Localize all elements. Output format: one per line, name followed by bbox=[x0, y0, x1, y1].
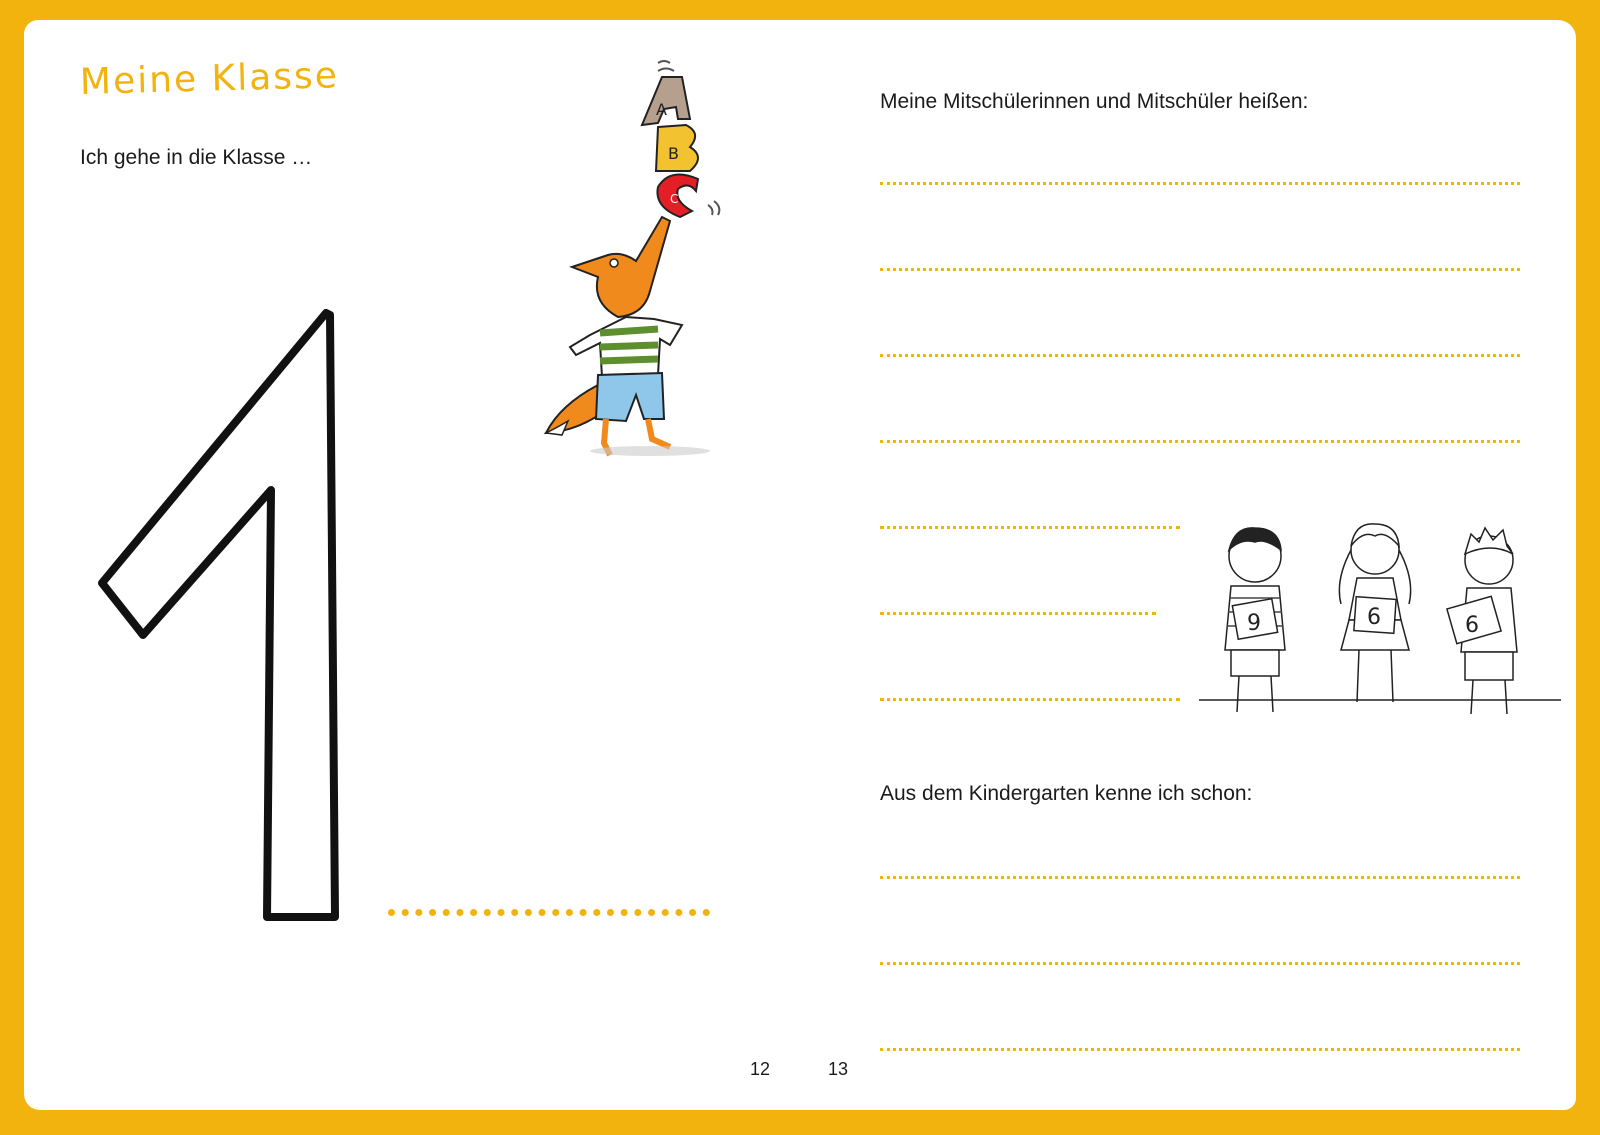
classmates-prompt: Meine Mitschülerinnen und Mitschüler heißen: bbox=[880, 90, 1309, 113]
letter-a: A bbox=[656, 100, 667, 119]
classmates-line-2[interactable] bbox=[880, 268, 1520, 271]
fox-balancing-letters-illustration bbox=[540, 55, 740, 475]
classmates-line-4[interactable] bbox=[880, 440, 1520, 443]
classmates-line-6[interactable] bbox=[880, 612, 1156, 615]
child-boy-spiky-hair bbox=[1447, 528, 1517, 714]
classmates-line-5[interactable] bbox=[880, 526, 1180, 529]
letter-c: C bbox=[670, 192, 679, 206]
kindergarten-line-3[interactable] bbox=[880, 1048, 1520, 1051]
number-card-1: 9 bbox=[1247, 611, 1261, 636]
letter-b: B bbox=[668, 144, 679, 163]
page-number-right: 13 bbox=[828, 1059, 849, 1079]
child-boy-striped-shirt bbox=[1225, 528, 1285, 712]
page-title: Meine Klasse bbox=[79, 55, 340, 103]
page-number-left: 12 bbox=[750, 1059, 771, 1079]
letter-b-icon bbox=[656, 125, 698, 171]
children-holding-number-cards-illustration bbox=[1195, 520, 1565, 740]
letter-a-icon bbox=[642, 77, 690, 125]
letter-c-icon bbox=[657, 175, 698, 218]
classmates-line-3[interactable] bbox=[880, 354, 1520, 357]
kindergarten-line-2[interactable] bbox=[880, 962, 1520, 965]
number-card-3: 6 bbox=[1465, 613, 1479, 638]
kindergarten-prompt: Aus dem Kindergarten kenne ich schon: bbox=[880, 782, 1253, 805]
classmates-line-1[interactable] bbox=[880, 182, 1520, 185]
class-answer-line[interactable] bbox=[388, 909, 710, 916]
number-card-2: 6 bbox=[1367, 605, 1381, 630]
big-numeral-outline bbox=[95, 305, 355, 945]
child-girl-pigtails bbox=[1339, 524, 1410, 702]
classmates-line-7[interactable] bbox=[880, 698, 1180, 701]
class-prompt: Ich gehe in die Klasse … bbox=[80, 146, 313, 169]
kindergarten-line-1[interactable] bbox=[880, 876, 1520, 879]
